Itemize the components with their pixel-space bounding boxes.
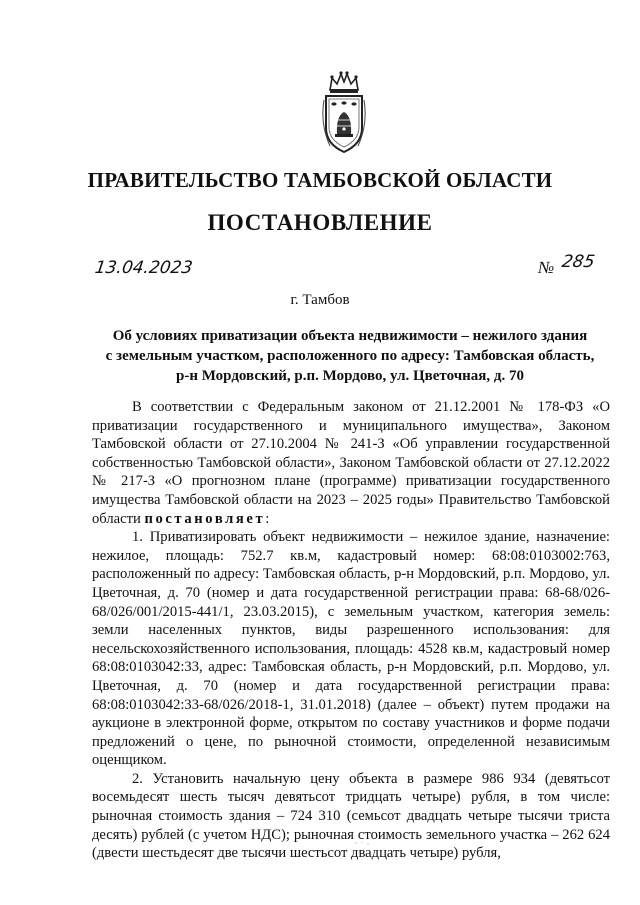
preamble-text: В соответствии с Федеральным законом от 21.12.2001 № 178-ФЗ «О приватизации государственного и муниципального имущества», Законом Тамбовской области от 27.10.2004 № 241-З «Об управлении государственной собственностью Тамбовской области», Законом Тамбовской области от 27.12.2022 № 217-З «О прогнозном плане (программе) приватизации государственного имущества Тамбовской области на 2023 – 2025 годы» Правительство Тамбовской области (92, 399, 610, 527)
government-title: ПРАВИТЕЛЬСТВО ТАМБОВСКОЙ ОБЛАСТИ (87, 168, 553, 192)
city-line: г. Тамбов (290, 292, 350, 308)
coat-of-arms-icon (320, 68, 368, 158)
preamble-paragraph (92, 398, 610, 528)
subject-line: Об условиях приватизации объекта недвижимости – нежилого здания (112, 328, 588, 344)
scan-speck (352, 838, 372, 848)
document-date: 13.04.2023 (93, 258, 194, 278)
document-subject (96, 326, 604, 386)
document-type-title: ПОСТАНОВЛЕНИЕ (207, 210, 433, 235)
document-number: 285 (560, 252, 597, 272)
item-1-paragraph: 1. Приватизировать объект недвижимости – нежилое здание, назначение: нежилое, площадь: 752.7 кв.м, кадастровый номер: 68:08:0103002:763, расположенный по адресу: Тамбовская область, р-н Мордовский, р.п. Мордово, ул. Цветочная, д. 70 (номер и дата государственной регистрации права: 68-68/026-68/026/001/2015-441/1, 23.03.2015), с земельным участком, категория земель: земли населенных пунктов, виды разрешенного использования: для несельскохозяйственного использования, площадь: 4528 кв.м, кадастровый номер 68:08:0103042:33, адрес: Тамбовская область, р-н Мордовский, р.п. Мордово, ул. Цветочная, д. 70 (номер и дата государственной регистрации права: 68:08:0103042:33-68/026/2018-1, 31.01.2018) (далее – объект) путем продажи на аукционе в электронной форме, открытом по составу участников и форме подачи предложений о цене, по рыночной стоимости, определенной независимым оценщиком. (92, 529, 610, 769)
document-number-label: № (538, 258, 555, 277)
document-body (92, 398, 610, 863)
item-2-paragraph: 2. Установить начальную цену объекта в размере 986 934 (девятьсот восемьдесят шесть тысяч девятьсот тридцать четыре) рубля, в том числе: рыночная стоимость здания – 724 310 (семьсот двадцать четыре тысячи триста десять) рублей (с учетом НДС); рыночная стоимость земельного участка – 262 624 (двести шестьдесят две тысячи шестьсот двадцать четыре) рубля, (92, 770, 610, 862)
subject-line: с земельным участком, расположенного по адресу: Тамбовская область, (105, 348, 595, 364)
subject-line: р-н Мордовский, р.п. Мордово, ул. Цветочная, д. 70 (175, 368, 525, 384)
decree-suffix: : (265, 510, 270, 527)
decree-word: постановляет (144, 510, 266, 527)
